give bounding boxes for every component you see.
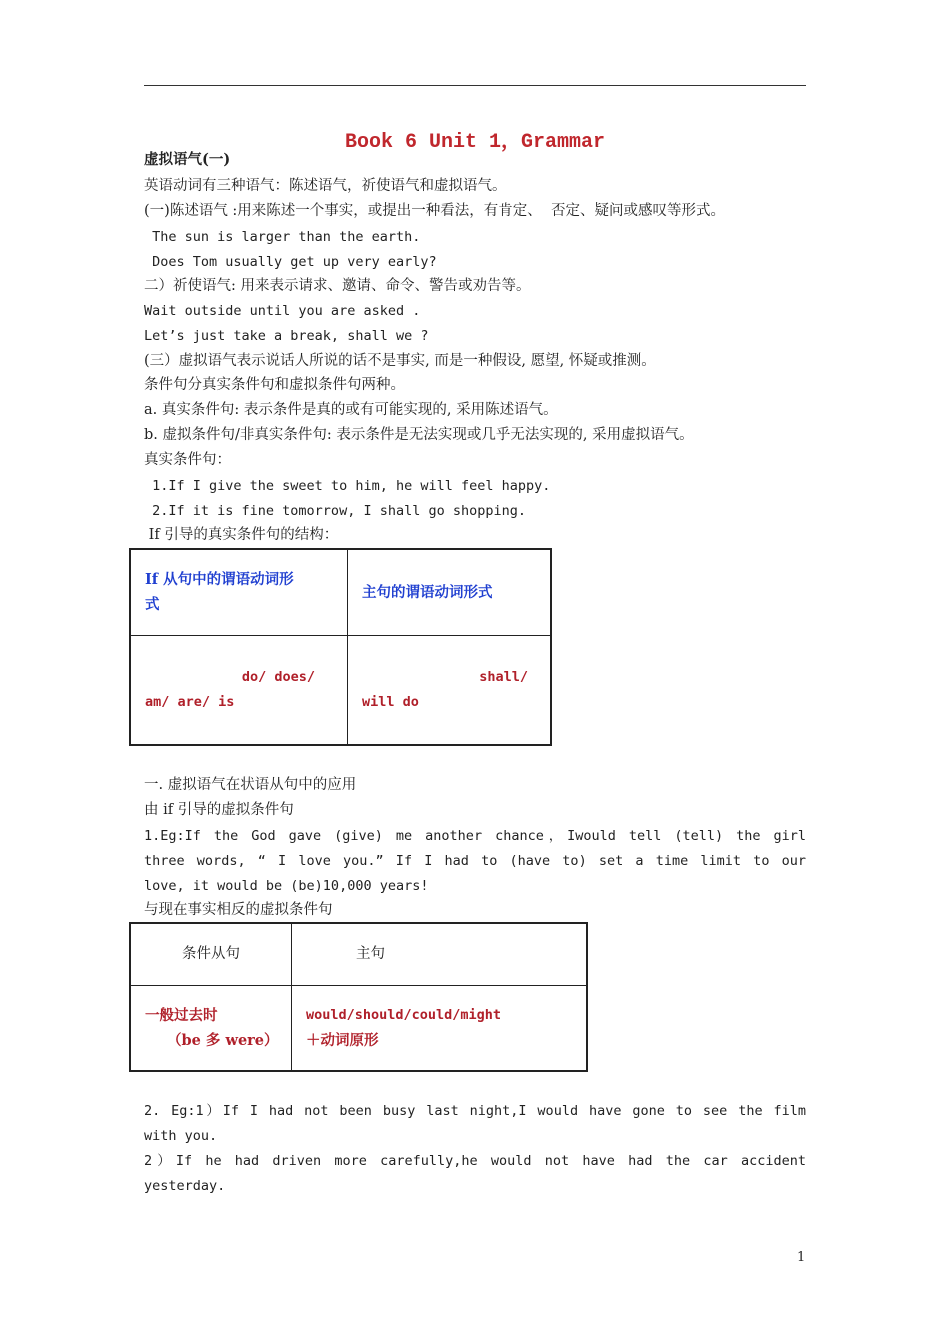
table2-cell-main-form: would/should/could/might ＋动词原形 [292, 985, 588, 1071]
subjunctive-text: (三）虚拟语气表示说话人所说的话不是事实, 而是一种假设, 愿望, 怀疑或推测。 [144, 353, 656, 369]
page-number: 1 [797, 1250, 806, 1265]
present-contrary-heading: 与现在事实相反的虚拟条件句 [144, 902, 333, 918]
table1-header-if-clause: If 从句中的谓语动词形 式 [130, 549, 348, 635]
example1-line1: 1.Eg:If the God gave (give) me another chance，Iwould tell (tell) the girl [144, 828, 806, 844]
example1-line2: three words, “ I love you.” If I had to (have to) set a time limit to our [144, 853, 806, 869]
example-indicative-2: Does Tom usually get up very early? [144, 254, 437, 270]
example2-line1: 2. Eg:1）If I had not been busy last night,I would have gone to see the film [144, 1103, 806, 1119]
table2-cell-condition-form: 一般过去时 （be 多 were） [130, 985, 292, 1071]
conditional-text: 条件句分真实条件句和虚拟条件句两种。 [144, 377, 405, 393]
present-contrary-table [129, 922, 588, 1072]
indicative-text: (一)陈述语气 :用来陈述一个事实，或提出一种看法，有肯定、 否定、疑问或感叹等形式。 [144, 203, 726, 219]
example-real-1: 1.If I give the sweet to him, he will feel happy. [144, 478, 551, 494]
example1-line3: love, it would be (be)10,000 years! [144, 878, 429, 894]
real-conditional-heading: 真实条件句： [144, 452, 231, 468]
imperative-text: 二）祈使语气: 用来表示请求、邀请、命令、警告或劝告等。 [144, 278, 531, 294]
table1-cell-main-forms: shall/ will do [348, 635, 552, 745]
table1-cell-if-forms: do/ does/ am/ are/ is [130, 635, 348, 745]
example-imperative-1: Wait outside until you are asked . [144, 303, 421, 319]
if-structure-heading: If 引导的真实条件句的结构： [144, 527, 339, 543]
section-one-heading: 一. 虚拟语气在状语从句中的应用 [144, 777, 357, 793]
real-conditional-def: a. 真实条件句: 表示条件是真的或有可能实现的, 采用陈述语气。 [144, 402, 558, 418]
table2-header-condition: 条件从句 [130, 923, 292, 985]
table1-header-main-clause: 主句的谓语动词形式 [348, 549, 552, 635]
example2-line2: with you. [144, 1128, 218, 1144]
example2-line4: yesterday. [144, 1178, 226, 1194]
intro-text: 英语动词有三种语气：陈述语气，祈使语气和虚拟语气。 [144, 178, 507, 194]
example2-line3: 2）If he had driven more carefully,he would not have had the car accident [144, 1153, 806, 1169]
unreal-conditional-def: b. 虚拟条件句/非真实条件句: 表示条件是无法实现或几乎无法实现的, 采用虚拟语气。 [144, 427, 694, 443]
real-conditional-table [129, 548, 552, 746]
page-title: Book 6 Unit 1，Grammar [344, 131, 606, 154]
example-real-2: 2.If it is fine tomorrow, I shall go shopping. [144, 503, 527, 519]
if-subjunctive-heading: 由 if 引导的虚拟条件句 [144, 802, 294, 818]
example-indicative-1: The sun is larger than the earth. [144, 229, 421, 245]
example-imperative-2: Let’s just take a break, shall we ? [144, 328, 429, 344]
table2-header-main: 主句 [292, 923, 588, 985]
section-heading: 虚拟语气(一) [144, 151, 231, 168]
header-rule [144, 85, 806, 86]
